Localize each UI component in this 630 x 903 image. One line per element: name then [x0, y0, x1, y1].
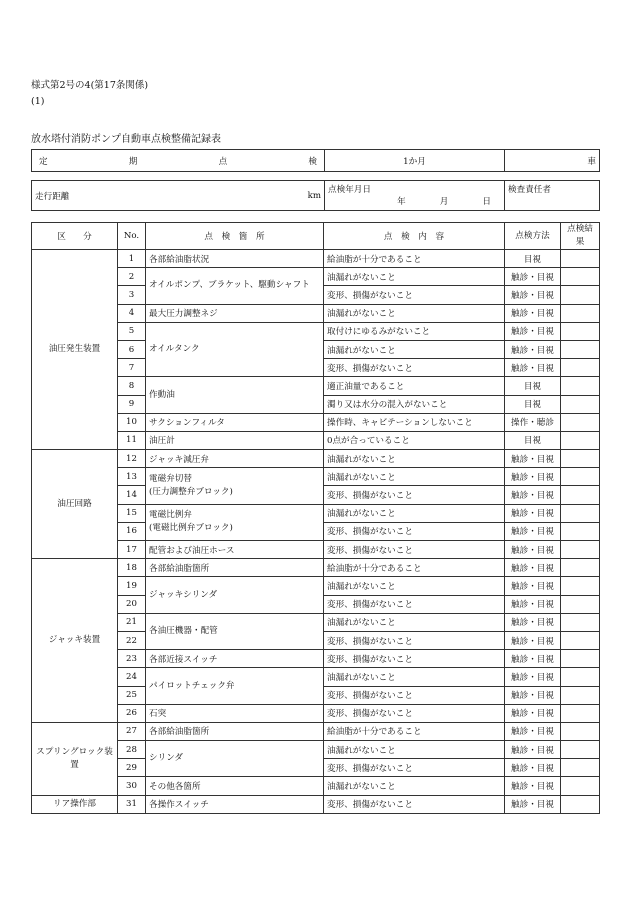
result-cell[interactable] — [561, 613, 600, 631]
location-cell: サクションフィルタ — [146, 413, 324, 431]
column-header-row — [32, 223, 600, 250]
teiki-char-1: 定 — [39, 156, 48, 167]
date-month: 月 — [439, 197, 449, 207]
content-cell: 0点が合っていること — [324, 431, 505, 449]
method-cell: 触診・目視 — [505, 268, 561, 286]
method-cell: 触診・目視 — [505, 286, 561, 304]
row-number-cell: 2 — [118, 268, 146, 286]
result-cell[interactable] — [561, 431, 600, 449]
teiki-tenken-cell — [32, 150, 325, 172]
result-cell[interactable] — [561, 722, 600, 740]
location-cell: 電磁弁切替 (圧力調整弁ブロック) — [146, 468, 324, 504]
content-cell: 給油脂が十分であること — [324, 250, 505, 268]
location-cell: 配管および油圧ホース — [146, 541, 324, 559]
method-cell: 触診・目視 — [505, 541, 561, 559]
category-cell: 油圧発生装置 — [32, 250, 118, 450]
method-cell: 触診・目視 — [505, 522, 561, 540]
result-cell[interactable] — [561, 286, 600, 304]
table-row — [32, 777, 600, 795]
result-cell[interactable] — [561, 504, 600, 522]
content-cell: 取付けにゆるみがないこと — [324, 322, 505, 340]
location-cell: オイルタンク — [146, 322, 324, 377]
date-year: 年 — [397, 197, 406, 207]
column-header-category: 区 分 — [32, 223, 118, 250]
method-cell: 触診・目視 — [505, 304, 561, 322]
method-cell: 触診・目視 — [505, 450, 561, 468]
row-number-cell: 4 — [118, 304, 146, 322]
location-cell: 各油圧機器・配管 — [146, 613, 324, 649]
table-row — [32, 541, 600, 559]
method-cell: 触診・目視 — [505, 340, 561, 358]
method-cell: 触診・目視 — [505, 504, 561, 522]
inspection-table — [31, 222, 600, 814]
row-number-cell: 7 — [118, 359, 146, 377]
content-cell: 変形、損傷がないこと — [324, 795, 505, 813]
row-number-cell: 8 — [118, 377, 146, 395]
method-cell: 触診・目視 — [505, 468, 561, 486]
method-cell: 触診・目視 — [505, 359, 561, 377]
table-row — [32, 450, 600, 468]
table-row — [32, 577, 600, 595]
vehicle-cell[interactable]: 車 — [505, 150, 600, 172]
row-number-cell: 18 — [118, 559, 146, 577]
row-number-cell: 28 — [118, 741, 146, 759]
record-info-table — [31, 180, 600, 211]
result-cell[interactable] — [561, 450, 600, 468]
result-cell[interactable] — [561, 759, 600, 777]
method-cell: 触診・目視 — [505, 722, 561, 740]
content-cell: 変形、損傷がないこと — [324, 759, 505, 777]
method-cell: 目視 — [505, 250, 561, 268]
document-title: 放水塔付消防ポンプ自動車点検整備記録表 — [31, 134, 221, 145]
content-cell: 油漏れがないこと — [324, 268, 505, 286]
content-cell: 変形、損傷がないこと — [324, 595, 505, 613]
row-number-cell: 24 — [118, 668, 146, 686]
teiki-char-4: 検 — [308, 156, 317, 167]
row-number-cell: 15 — [118, 504, 146, 522]
content-cell: 変形、損傷がないこと — [324, 486, 505, 504]
row-number-cell: 1 — [118, 250, 146, 268]
row-number-cell: 25 — [118, 686, 146, 704]
location-cell: 電磁比例弁 (電磁比例弁ブロック) — [146, 504, 324, 540]
table-row — [32, 668, 600, 686]
content-cell: 油漏れがないこと — [324, 613, 505, 631]
column-header-result: 点検結果 — [561, 223, 600, 250]
result-cell[interactable] — [561, 668, 600, 686]
row-number-cell: 12 — [118, 450, 146, 468]
row-number-cell: 20 — [118, 595, 146, 613]
result-cell[interactable] — [561, 686, 600, 704]
content-cell: 油漏れがないこと — [324, 468, 505, 486]
result-cell[interactable] — [561, 559, 600, 577]
column-header-content: 点 検 内 容 — [324, 223, 505, 250]
result-cell[interactable] — [561, 468, 600, 486]
table-row — [32, 650, 600, 668]
result-cell[interactable] — [561, 322, 600, 340]
row-number-cell: 17 — [118, 541, 146, 559]
date-label: 点検年月日 — [328, 185, 371, 195]
result-cell[interactable] — [561, 741, 600, 759]
content-cell: 変形、損傷がないこと — [324, 286, 505, 304]
inspector-cell[interactable] — [505, 181, 600, 211]
table-row — [32, 613, 600, 631]
method-cell: 触診・目視 — [505, 668, 561, 686]
location-cell: 油圧計 — [146, 431, 324, 449]
method-cell: 触診・目視 — [505, 777, 561, 795]
result-cell[interactable] — [561, 795, 600, 813]
location-cell: 各部給油脂箇所 — [146, 722, 324, 740]
location-cell: ジャッキシリンダ — [146, 577, 324, 613]
table-row — [32, 504, 600, 522]
table-row — [32, 304, 600, 322]
row-number-cell: 29 — [118, 759, 146, 777]
result-cell[interactable] — [561, 650, 600, 668]
result-cell[interactable] — [561, 359, 600, 377]
content-cell: 操作時、キャビテーションしないこと — [324, 413, 505, 431]
row-number-cell: 11 — [118, 431, 146, 449]
content-cell: 変形、損傷がないこと — [324, 541, 505, 559]
table-row — [32, 377, 600, 395]
result-cell[interactable] — [561, 377, 600, 395]
row-number-cell: 27 — [118, 722, 146, 740]
method-cell: 触診・目視 — [505, 595, 561, 613]
method-cell: 触診・目視 — [505, 650, 561, 668]
result-cell[interactable] — [561, 704, 600, 722]
category-cell: リア操作部 — [32, 795, 118, 813]
result-cell[interactable] — [561, 522, 600, 540]
column-header-no: No. — [118, 223, 146, 250]
row-number-cell: 6 — [118, 340, 146, 358]
row-number-cell: 10 — [118, 413, 146, 431]
row-number-cell: 30 — [118, 777, 146, 795]
content-cell: 油漏れがないこと — [324, 741, 505, 759]
location-cell: パイロットチェック弁 — [146, 668, 324, 704]
table-row — [32, 722, 600, 740]
location-cell: 各部近接スイッチ — [146, 650, 324, 668]
sheet-number: (1) — [31, 96, 45, 107]
content-cell: 給油脂が十分であること — [324, 722, 505, 740]
category-cell: ジャッキ装置 — [32, 559, 118, 723]
location-cell: オイルポンプ、ブラケット、駆動シャフト — [146, 268, 324, 304]
method-cell: 目視 — [505, 395, 561, 413]
method-cell: 触診・目視 — [505, 631, 561, 649]
content-cell: 濁り又は水分の混入がないこと — [324, 395, 505, 413]
row-number-cell: 21 — [118, 613, 146, 631]
row-number-cell: 22 — [118, 631, 146, 649]
method-cell: 触診・目視 — [505, 559, 561, 577]
table-row — [32, 559, 600, 577]
content-cell: 変形、損傷がないこと — [324, 631, 505, 649]
content-cell: 油漏れがないこと — [324, 777, 505, 795]
result-cell[interactable] — [561, 777, 600, 795]
location-cell: ジャッキ減圧弁 — [146, 450, 324, 468]
row-number-cell: 13 — [118, 468, 146, 486]
period-cell: 1か月 — [325, 150, 505, 172]
table-row — [32, 413, 600, 431]
row-number-cell: 23 — [118, 650, 146, 668]
result-cell[interactable] — [561, 413, 600, 431]
method-cell: 触診・目視 — [505, 741, 561, 759]
column-header-location: 点 検 箇 所 — [146, 223, 324, 250]
date-day: 日 — [482, 197, 491, 207]
content-cell: 変形、損傷がないこと — [324, 522, 505, 540]
date-cell[interactable] — [325, 181, 505, 211]
result-cell[interactable] — [561, 250, 600, 268]
category-cell: スプリングロック装置 — [32, 722, 118, 795]
form-number: 様式第2号の4(第17条関係) — [31, 80, 149, 91]
table-row — [32, 322, 600, 340]
row-number-cell: 9 — [118, 395, 146, 413]
distance-label: 走行距離 — [35, 191, 70, 202]
result-cell[interactable] — [561, 631, 600, 649]
method-cell: 触診・目視 — [505, 486, 561, 504]
table-row — [32, 250, 600, 268]
method-cell: 目視 — [505, 377, 561, 395]
location-cell: 石突 — [146, 704, 324, 722]
method-cell: 触診・目視 — [505, 686, 561, 704]
result-cell[interactable] — [561, 595, 600, 613]
row-number-cell: 19 — [118, 577, 146, 595]
table-row — [32, 468, 600, 486]
content-cell: 変形、損傷がないこと — [324, 650, 505, 668]
result-cell[interactable] — [561, 577, 600, 595]
row-number-cell: 3 — [118, 286, 146, 304]
content-cell: 給油脂が十分であること — [324, 559, 505, 577]
content-cell: 変形、損傷がないこと — [324, 686, 505, 704]
result-cell[interactable] — [561, 268, 600, 286]
row-number-cell: 26 — [118, 704, 146, 722]
location-cell: 各部給油脂箇所 — [146, 559, 324, 577]
method-cell: 目視 — [505, 431, 561, 449]
row-number-cell: 31 — [118, 795, 146, 813]
method-cell: 触診・目視 — [505, 322, 561, 340]
content-cell: 適正油量であること — [324, 377, 505, 395]
row-number-cell: 5 — [118, 322, 146, 340]
result-cell[interactable] — [561, 486, 600, 504]
method-cell: 操作・聴診 — [505, 413, 561, 431]
table-row — [32, 704, 600, 722]
teiki-char-2: 期 — [128, 156, 138, 167]
method-cell: 触診・目視 — [505, 795, 561, 813]
location-cell: 作動油 — [146, 377, 324, 413]
location-cell: 各部給油脂状況 — [146, 250, 324, 268]
category-cell: 油圧回路 — [32, 450, 118, 559]
column-header-method: 点検方法 — [505, 223, 561, 250]
method-cell: 触診・目視 — [505, 613, 561, 631]
method-cell: 触診・目視 — [505, 759, 561, 777]
content-cell: 油漏れがないこと — [324, 340, 505, 358]
distance-cell[interactable] — [32, 181, 325, 211]
location-cell: 各操作スイッチ — [146, 795, 324, 813]
result-cell[interactable] — [561, 541, 600, 559]
result-cell[interactable] — [561, 304, 600, 322]
content-cell: 油漏れがないこと — [324, 304, 505, 322]
content-cell: 油漏れがないこと — [324, 577, 505, 595]
location-cell: シリンダ — [146, 741, 324, 777]
inspection-type-table — [31, 149, 600, 172]
content-cell: 油漏れがないこと — [324, 450, 505, 468]
inspector-label: 検査責任者 — [508, 185, 551, 195]
row-number-cell: 16 — [118, 522, 146, 540]
row-number-cell: 14 — [118, 486, 146, 504]
table-row — [32, 431, 600, 449]
table-row — [32, 268, 600, 286]
table-row — [32, 741, 600, 759]
table-row — [32, 795, 600, 813]
result-cell[interactable] — [561, 340, 600, 358]
method-cell: 触診・目視 — [505, 704, 561, 722]
distance-unit: km — [307, 190, 321, 201]
location-cell: その他各箇所 — [146, 777, 324, 795]
method-cell: 触診・目視 — [505, 577, 561, 595]
content-cell: 油漏れがないこと — [324, 504, 505, 522]
content-cell: 変形、損傷がないこと — [324, 704, 505, 722]
content-cell: 油漏れがないこと — [324, 668, 505, 686]
result-cell[interactable] — [561, 395, 600, 413]
location-cell: 最大圧力調整ネジ — [146, 304, 324, 322]
teiki-char-3: 点 — [218, 156, 228, 167]
content-cell: 変形、損傷がないこと — [324, 359, 505, 377]
